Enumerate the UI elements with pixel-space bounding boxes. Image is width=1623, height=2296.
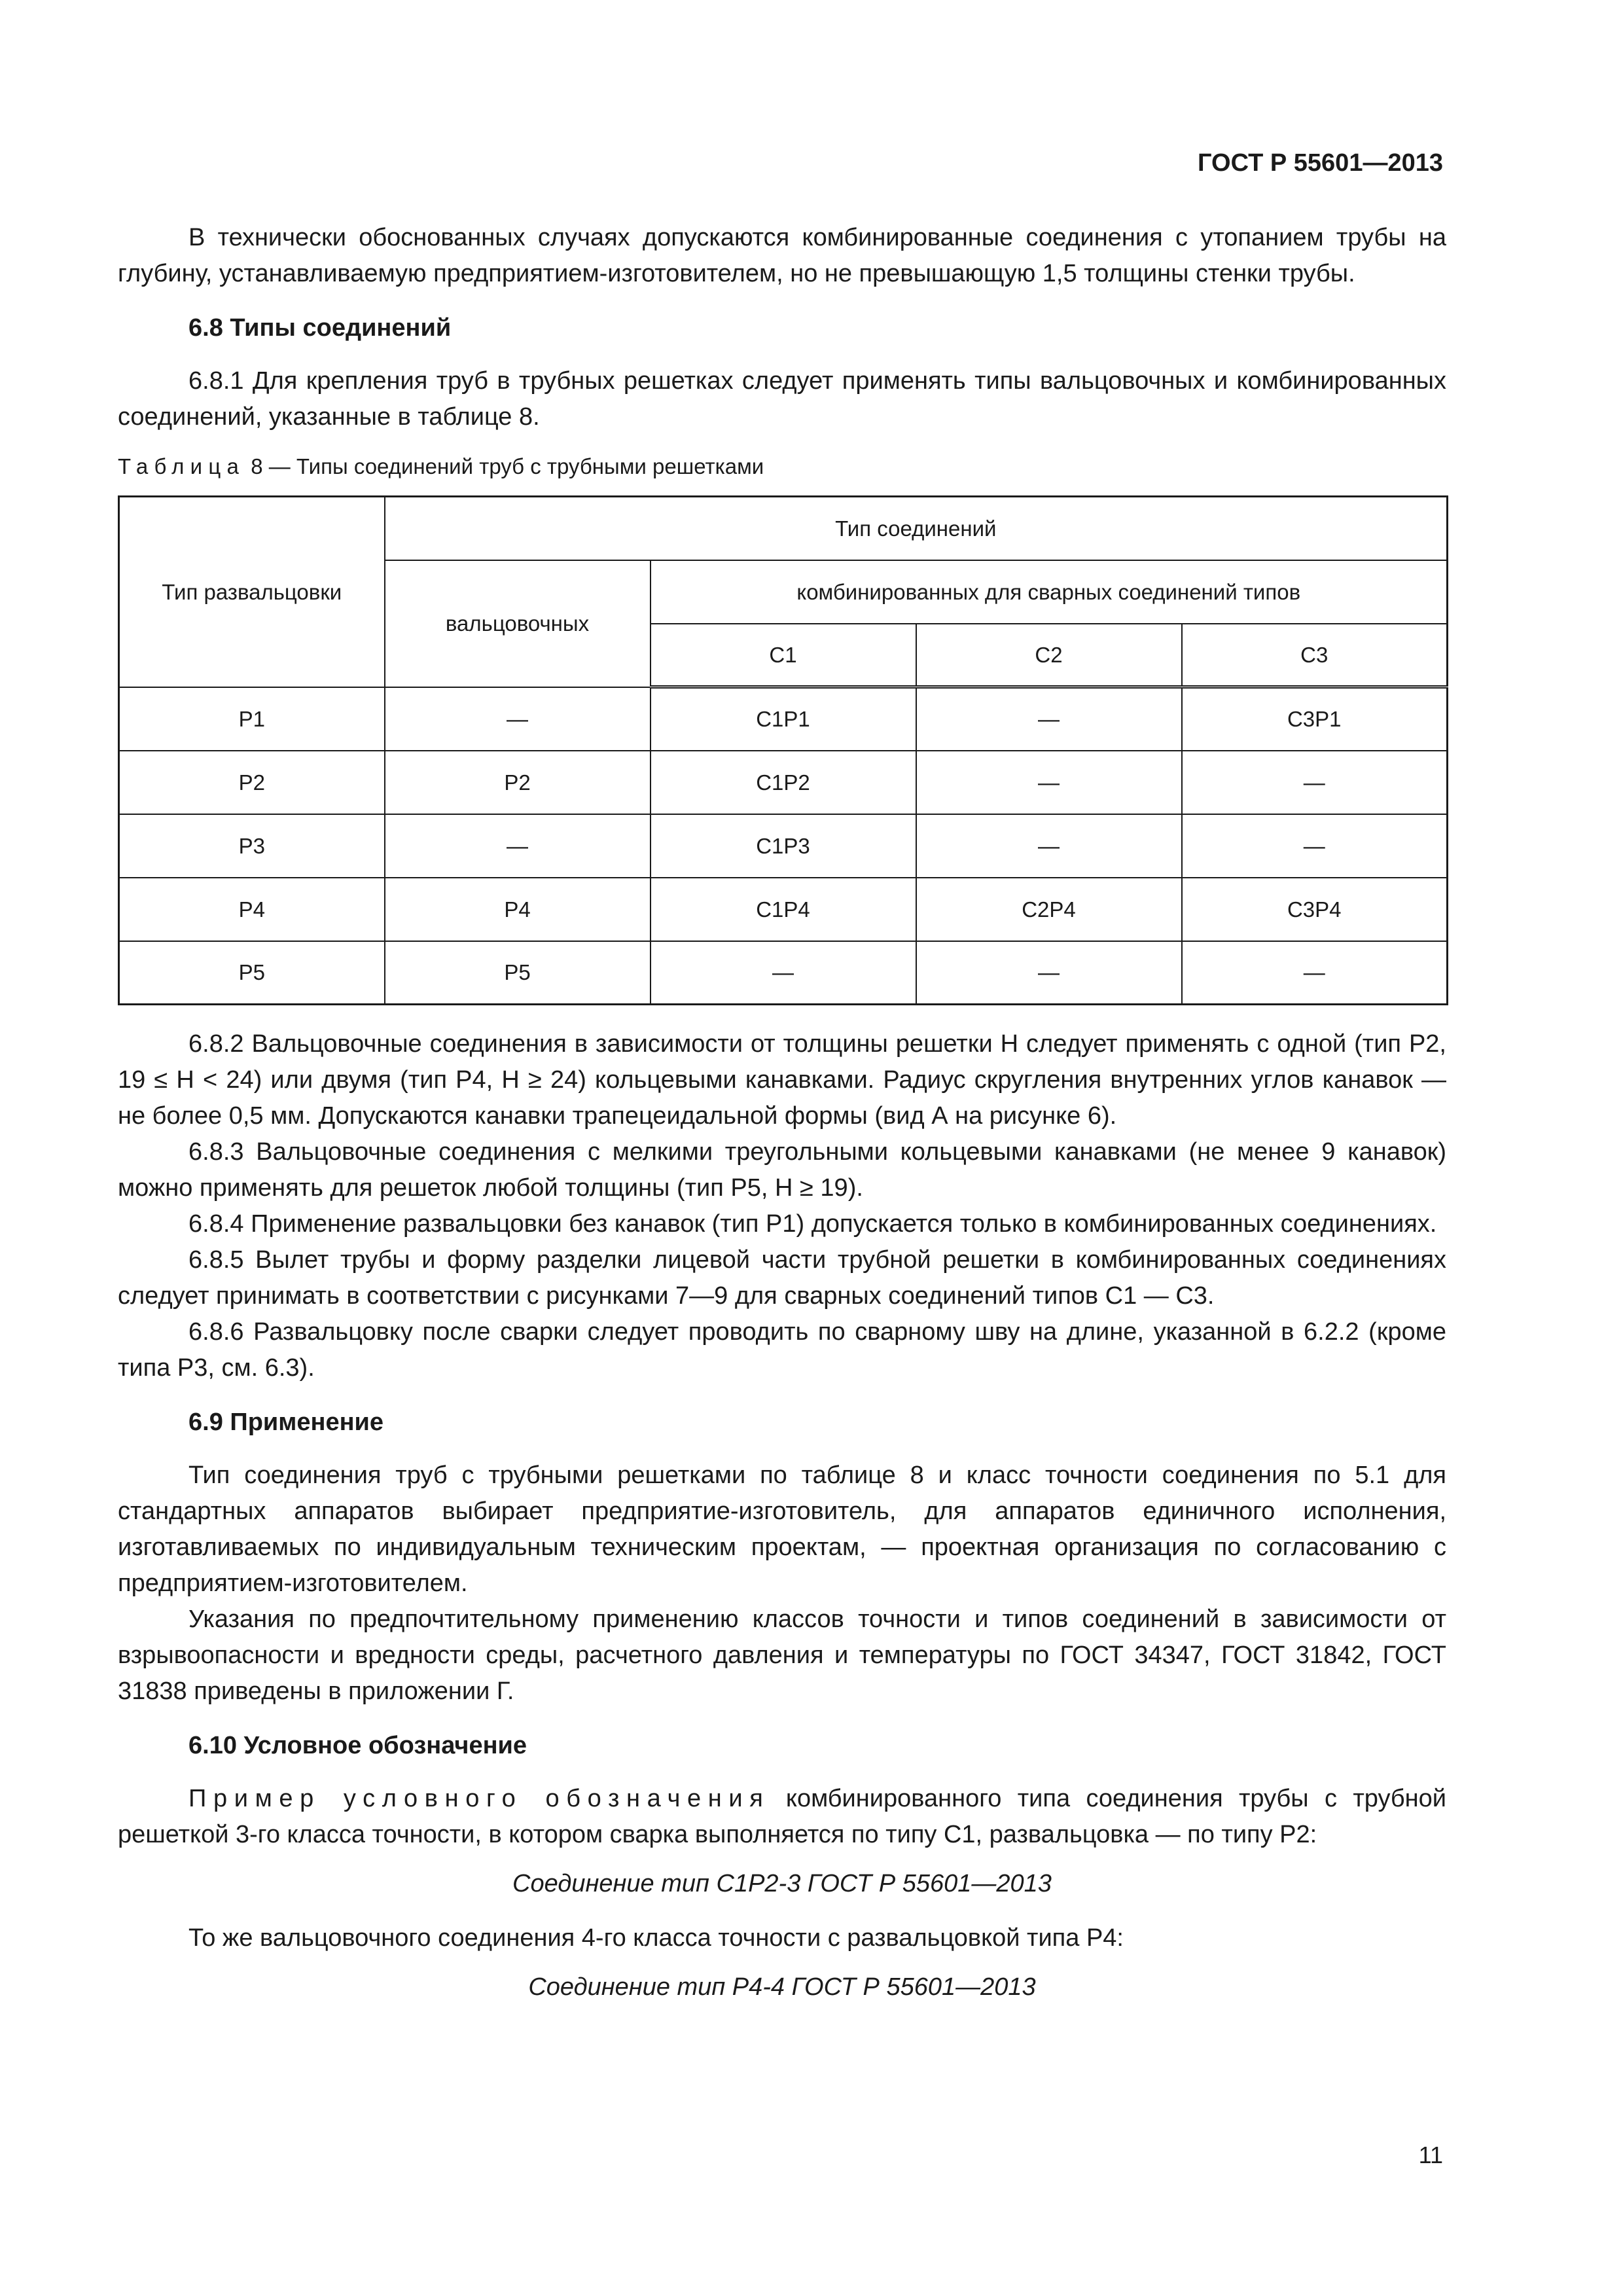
table-row [119,687,1448,751]
table-cell: Р5 [119,941,385,1005]
table-cell: — [916,941,1182,1005]
header-c3: С3 [1182,624,1448,687]
table-cell: — [916,687,1182,751]
table-cell: — [916,751,1182,814]
table-row [119,751,1448,814]
table-cell: — [916,814,1182,878]
connection-types-table [118,495,1448,1005]
paragraph-6-8-3: 6.8.3 Вальцовочные соединения с мелкими треугольными кольцевыми канавками (не менее 9 канавок) можно применять для решеток любой толщины (тип Р5, H ≥ 19). [118,1138,1446,1202]
table-cell: Р2 [385,751,651,814]
paragraph-6-9-1: Тип соединения труб с трубными решетками по таблице 8 и класс точности соединения по 5.1 для стандартных аппаратов выбирает предприятие-изготовитель, для аппаратов единичного исполнения, изготавливаемых по индивидуальным техническим проектам, — проектная организация по согласованию с предприятием-изготовителем. [118,1462,1446,1597]
example-paragraph [118,1781,1446,1853]
paragraph-6-8-5: 6.8.5 Вылет трубы и форму разделки лицевой части трубной решетки в комбинированных соединениях следует принимать в соответствии с рисунками 7—9 для сварных соединений типов С1 — С3. [118,1246,1446,1310]
paragraph-6-8-1: 6.8.1 Для крепления труб в трубных решетках следует применять типы вальцовочных и комбинированных соединений, указанные в таблице 8. [118,367,1446,431]
header-rolling-type: Тип развальцовки [119,497,385,687]
designation-example-2: Соединение тип Р4-4 ГОСТ Р 55601—2013 [528,1973,1036,2001]
table-cell: С3Р1 [1182,687,1448,751]
same-for-rolled-text: То же вальцовочного соединения 4-го класса точности с развальцовкой типа Р4: [188,1924,1124,1952]
table-cell: С1Р1 [651,687,916,751]
example-label: Пример условного обозначения [188,1785,770,1812]
table-cell: С3Р4 [1182,878,1448,941]
table-caption-text: 8 — Типы соединений труб с трубными решетками [245,454,764,478]
example-text: комбинированного типа соединения трубы с трубной решеткой 3-го класса точности, в котором сварка выполняется по типу С1, развальцовка — по типу Р2: [118,1785,1446,1848]
table-cell: С2Р4 [916,878,1182,941]
table-caption-word: Таблица [118,454,245,478]
table-cell: С1Р3 [651,814,916,878]
table-cell: Р4 [119,878,385,941]
table-cell: С1Р4 [651,878,916,941]
header-connection-type: Тип соединений [385,497,1448,560]
table-cell: Р1 [119,687,385,751]
header-c1: С1 [651,624,916,687]
table-cell: Р2 [119,751,385,814]
table-cell: — [1182,751,1448,814]
table-row [119,878,1448,941]
table-cell: — [1182,814,1448,878]
table-cell: Р5 [385,941,651,1005]
table-cell: — [385,814,651,878]
table-cell: — [385,687,651,751]
intro-paragraph: В технически обоснованных случаях допускаются комбинированные соединения с утопанием трубы на глубину, устанавливаемую предприятием-изготовителем, но не превышающую 1,5 толщины стенки трубы. [118,224,1446,287]
paragraph-6-8-4: 6.8.4 Применение развальцовки без канавок (тип Р1) допускается только в комбинированных соединениях. [188,1210,1437,1238]
paragraph-6-8-2: 6.8.2 Вальцовочные соединения в зависимости от толщины решетки H следует применять с одной (тип Р2, 19 ≤ H < 24) или двумя (тип Р4, H ≥ 24) кольцевыми канавками. Радиус скругления внутренних углов канавок — не более 0,5 мм. Допускаются канавки трапецеидальной формы (вид А на рисунке 6). [118,1030,1446,1130]
section-heading-6-9: 6.9 Применение [188,1408,384,1436]
table-cell: Р4 [385,878,651,941]
designation-example-1: Соединение тип С1Р2-3 ГОСТ Р 55601—2013 [512,1870,1052,1897]
table-caption [118,452,1446,481]
header-c2: С2 [916,624,1182,687]
section-heading-6-10: 6.10 Условное обозначение [188,1732,527,1759]
paragraph-6-9-2: Указания по предпочтительному применению классов точности и типов соединений в зависимости от взрывоопасности и вредности среды, расчетного давления и температуры по ГОСТ 34347, ГОСТ 31842, ГОСТ 31838 приведены в приложении Г. [118,1605,1446,1705]
page-number: 11 [1418,2142,1443,2168]
header-rolled: вальцовочных [385,560,651,687]
document-header: ГОСТ Р 55601—2013 [1198,149,1443,177]
table-cell: С1Р2 [651,751,916,814]
table-cell: Р3 [119,814,385,878]
page-content [118,220,1446,2024]
table-cell: — [651,941,916,1005]
table-row [119,941,1448,1005]
table-cell: — [1182,941,1448,1005]
table-row [119,814,1448,878]
section-heading-6-8: 6.8 Типы соединений [188,314,452,342]
paragraph-6-8-6: 6.8.6 Развальцовку после сварки следует проводить по сварному шву на длине, указанной в 6.2.2 (кроме типа Р3, см. 6.3). [118,1318,1446,1382]
header-combined: комбинированных для сварных соединений типов [651,560,1448,624]
